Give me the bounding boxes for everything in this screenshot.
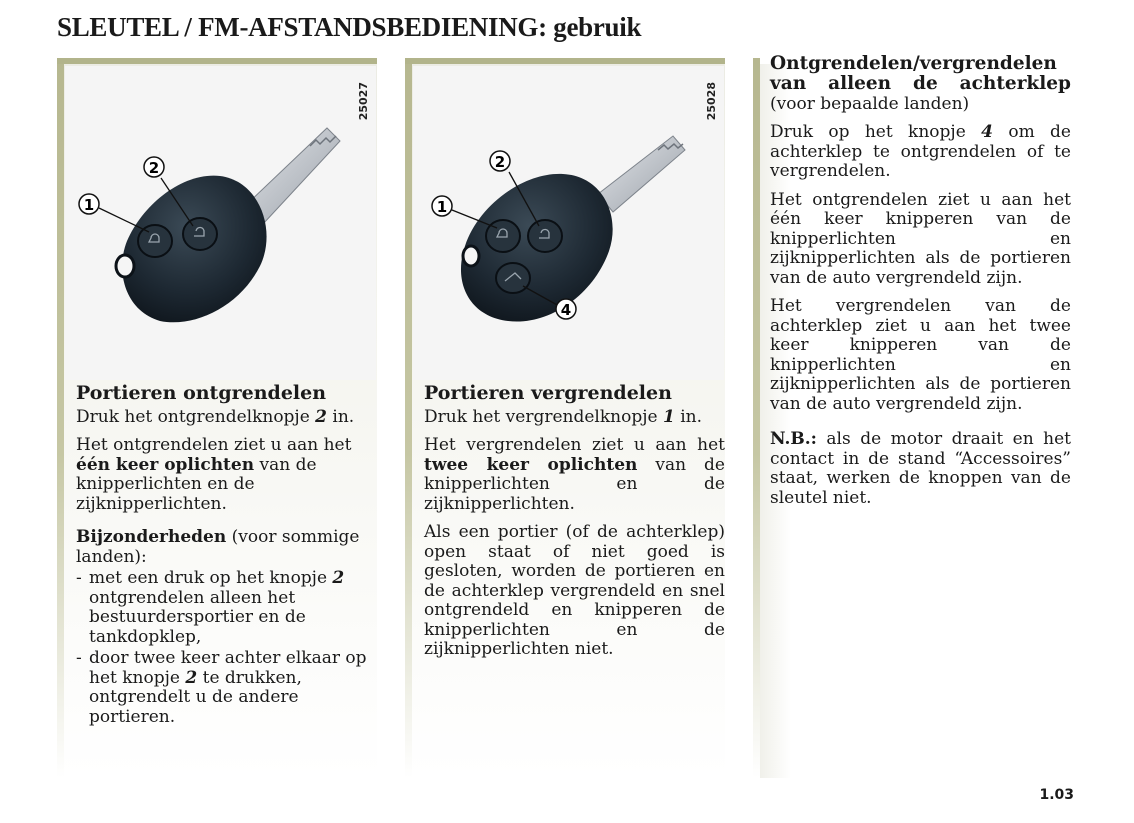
key-illustration-unlock (65, 66, 376, 380)
paragraph (424, 436, 725, 514)
text-span: in. (674, 406, 702, 427)
key-remote-drawing (413, 66, 724, 380)
column-side-bar (57, 58, 64, 778)
list-item (76, 569, 377, 647)
callout-label-2: 2 (494, 153, 506, 171)
button-number: 1 (662, 406, 675, 427)
unlock-text (76, 384, 377, 729)
section-heading: Ontgrendelen/vergrendelen van alleen de achterklep (770, 53, 1071, 94)
emphasis: Bijzonderheden (76, 527, 227, 547)
column-unlock (57, 58, 377, 778)
callout-label-1: 1 (436, 198, 448, 216)
callout-label-2: 2 (148, 159, 160, 177)
callout-label-1: 1 (83, 196, 95, 214)
text-span: Het vergrendelen ziet u aan het (424, 435, 725, 455)
page-number: 1.03 (1039, 787, 1074, 803)
lock-text (424, 384, 725, 669)
key-remote-drawing (65, 66, 376, 380)
text-span: Druk op het knopje (770, 122, 982, 142)
text-span: om de achterklep te ontgrendelen of te vergrendelen. (770, 122, 1071, 181)
callout-label-4: 4 (560, 301, 572, 319)
column-side-bar (753, 58, 760, 778)
text-span: Druk het ontgrendelknopje (76, 406, 316, 427)
paragraph (770, 123, 1071, 182)
paragraph: Het ontgrendelen ziet u aan het één keer knipperen van de knipperlichten en zijknipperlichten als de portieren van de auto vergrendeld zijn. (770, 189, 1071, 288)
figure-code: 25028 (705, 82, 718, 121)
key-blade (598, 136, 685, 212)
text-span: van de knipperlichten en de zijknipperlichten. (76, 454, 317, 514)
section-heading: Portieren ontgrendelen (76, 382, 327, 404)
lock-button (486, 220, 520, 252)
paragraph: Als een portier (of de achterklep) open staat of niet goed is gesloten, worden de portieren en de achterklep vergrendeld en snel ontgrendeld en knipperen de knipperlichten en de zijknipperlichten niet. (424, 522, 725, 659)
paragraph (76, 436, 377, 514)
paragraph: Het vergrendelen van de achterklep ziet u aan het twee keer knipperen van de knipperlichten en zijknipperlichten als de portieren van de auto vergrendeld zijn. (770, 296, 1071, 414)
button-number: 2 (315, 406, 328, 427)
unlock-button (528, 220, 562, 252)
paragraph (76, 408, 377, 428)
special-cases-list (76, 569, 377, 727)
text-span: (voor bepaalde landen) (770, 94, 970, 114)
text-span: door twee keer achter elkaar op het knopje (89, 648, 367, 688)
section-heading: Portieren vergrendelen (424, 382, 672, 404)
text-span: ontgrendelen alleen het bestuurdersportier en de tankdopklep, (89, 587, 306, 647)
paragraph (76, 528, 377, 567)
key-ring-hole (463, 246, 479, 266)
tailgate-button (496, 263, 530, 293)
text-span: (voor sommige landen): (76, 527, 360, 567)
page-title: SLEUTEL / FM-AFSTANDSBEDIENING: gebruik (57, 12, 642, 42)
button-number: 2 (332, 568, 345, 588)
text-span: Druk het vergrendelknopje (424, 406, 663, 427)
column-tailgate (753, 53, 1071, 778)
emphasis: twee keer oplichten (424, 454, 638, 475)
button-number: 4 (981, 122, 993, 142)
column-top-bar (57, 58, 377, 64)
paragraph (770, 54, 1071, 114)
key-illustration-lock (413, 66, 724, 380)
column-lock (405, 58, 725, 778)
text-span: met een druk op het knopje (89, 568, 333, 588)
figure-code: 25027 (357, 82, 370, 121)
column-side-bar (405, 58, 412, 778)
note-label: N.B.: (770, 429, 817, 449)
emphasis: één keer oplichten (76, 454, 255, 475)
button-number: 2 (185, 667, 198, 688)
paragraph (770, 430, 1071, 508)
paragraph (424, 408, 725, 428)
text-span: Het ontgrendelen ziet u aan het (76, 435, 352, 455)
tailgate-text (770, 54, 1071, 517)
text-span: als de motor draait en het contact in de stand “Accessoires” staat, werken de knoppen van de sleutel niet. (770, 429, 1071, 508)
list-item (76, 649, 377, 727)
text-span: in. (327, 406, 355, 427)
column-top-bar (405, 58, 725, 64)
text-span: van de knipperlichten en de zijknipperlichten. (424, 454, 725, 514)
key-ring-hole (116, 255, 134, 277)
text-span: te drukken, ontgrendelt u de andere portieren. (89, 667, 302, 727)
unlock-button (183, 218, 217, 250)
